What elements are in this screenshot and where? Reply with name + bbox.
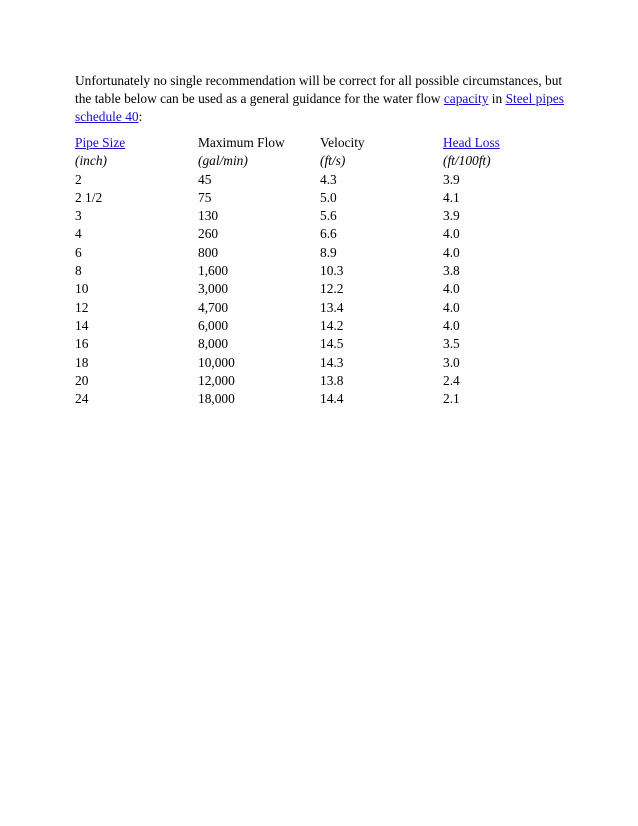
velocity-cell: 13.8 — [320, 372, 344, 388]
pipe-size-cell: 8 — [75, 263, 82, 279]
velocity-cell: 14.4 — [320, 391, 344, 407]
pipe-size-cell: 4 — [75, 226, 82, 242]
pipe-size-cell: 20 — [75, 372, 89, 388]
table-row — [75, 354, 565, 372]
intro-text-before: Unfortunately no single recommendation will be correct for all possible circumstances, but the table below can be used as a general guidance for the water flow — [75, 73, 563, 106]
pipe-size-header-link[interactable]: Pipe Size — [75, 135, 126, 150]
velocity-unit: (ft/s) — [320, 153, 346, 169]
maximum-flow-unit: (gal/min) — [198, 153, 248, 169]
table-row — [75, 171, 565, 189]
table-units-row — [75, 152, 565, 170]
head-loss-cell: 3.9 — [443, 208, 460, 224]
maximum-flow-cell: 45 — [198, 171, 212, 187]
velocity-cell: 12.2 — [320, 281, 344, 297]
velocity-cell: 6.6 — [320, 226, 337, 242]
maximum-flow-cell: 1,600 — [198, 263, 229, 279]
intro-text-after: : — [138, 109, 143, 124]
pipe-size-cell: 10 — [75, 281, 89, 297]
head-loss-cell: 3.8 — [443, 263, 460, 279]
pipe-size-cell: 3 — [75, 208, 82, 224]
head-loss-cell: 3.0 — [443, 354, 460, 370]
head-loss-cell: 4.0 — [443, 244, 460, 260]
pipe-size-cell: 24 — [75, 391, 89, 407]
maximum-flow-cell: 6,000 — [198, 317, 229, 333]
head-loss-cell: 4.1 — [443, 189, 460, 205]
velocity-cell: 5.0 — [320, 189, 337, 205]
maximum-flow-cell: 75 — [198, 189, 212, 205]
head-loss-cell: 3.9 — [443, 171, 460, 187]
maximum-flow-header: Maximum Flow — [198, 135, 285, 150]
head-loss-unit: (ft/100ft) — [443, 153, 491, 169]
velocity-cell: 14.2 — [320, 317, 344, 333]
pipe-size-cell: 2 1/2 — [75, 189, 103, 205]
maximum-flow-cell: 8,000 — [198, 336, 229, 352]
maximum-flow-cell: 18,000 — [198, 391, 235, 407]
maximum-flow-cell: 12,000 — [198, 372, 235, 388]
pipe-size-unit: (inch) — [75, 153, 107, 169]
maximum-flow-cell: 3,000 — [198, 281, 229, 297]
table-row — [75, 207, 565, 225]
velocity-cell: 8.9 — [320, 244, 337, 260]
velocity-cell: 14.3 — [320, 354, 344, 370]
table-row — [75, 390, 565, 408]
intro-text-middle: in — [488, 91, 506, 106]
velocity-cell: 10.3 — [320, 263, 344, 279]
head-loss-cell: 2.4 — [443, 372, 460, 388]
velocity-cell: 14.5 — [320, 336, 344, 352]
pipe-size-cell: 16 — [75, 336, 89, 352]
maximum-flow-cell: 4,700 — [198, 299, 229, 315]
pipe-size-cell: 12 — [75, 299, 89, 315]
table-row — [75, 317, 565, 335]
table-body — [75, 171, 565, 409]
maximum-flow-cell: 800 — [198, 244, 219, 260]
table-row — [75, 280, 565, 298]
intro-paragraph — [75, 72, 570, 126]
table-header-row — [75, 134, 565, 152]
capacity-link[interactable]: capacity — [443, 91, 489, 106]
table-row — [75, 244, 565, 262]
table-row — [75, 225, 565, 243]
table-row — [75, 262, 565, 280]
table-row — [75, 372, 565, 390]
velocity-cell: 5.6 — [320, 208, 337, 224]
velocity-cell: 4.3 — [320, 171, 337, 187]
head-loss-cell: 4.0 — [443, 281, 460, 297]
head-loss-cell: 4.0 — [443, 317, 460, 333]
velocity-header: Velocity — [320, 135, 365, 150]
pipe-size-cell: 18 — [75, 354, 89, 370]
maximum-flow-cell: 10,000 — [198, 354, 235, 370]
table-row — [75, 189, 565, 207]
table-row — [75, 299, 565, 317]
pipe-size-cell: 14 — [75, 317, 89, 333]
head-loss-cell: 2.1 — [443, 391, 460, 407]
pipe-size-cell: 6 — [75, 244, 82, 260]
table-row — [75, 335, 565, 353]
velocity-cell: 13.4 — [320, 299, 344, 315]
head-loss-cell: 4.0 — [443, 226, 460, 242]
pipe-size-cell: 2 — [75, 171, 82, 187]
maximum-flow-cell: 130 — [198, 208, 219, 224]
head-loss-header-link[interactable]: Head Loss — [443, 135, 500, 150]
head-loss-cell: 3.5 — [443, 336, 460, 352]
water-flow-table — [75, 134, 565, 408]
maximum-flow-cell: 260 — [198, 226, 219, 242]
steel-pipes-schedule-40-link[interactable]: Steel pipes schedule 40 — [75, 91, 564, 124]
head-loss-cell: 4.0 — [443, 299, 460, 315]
